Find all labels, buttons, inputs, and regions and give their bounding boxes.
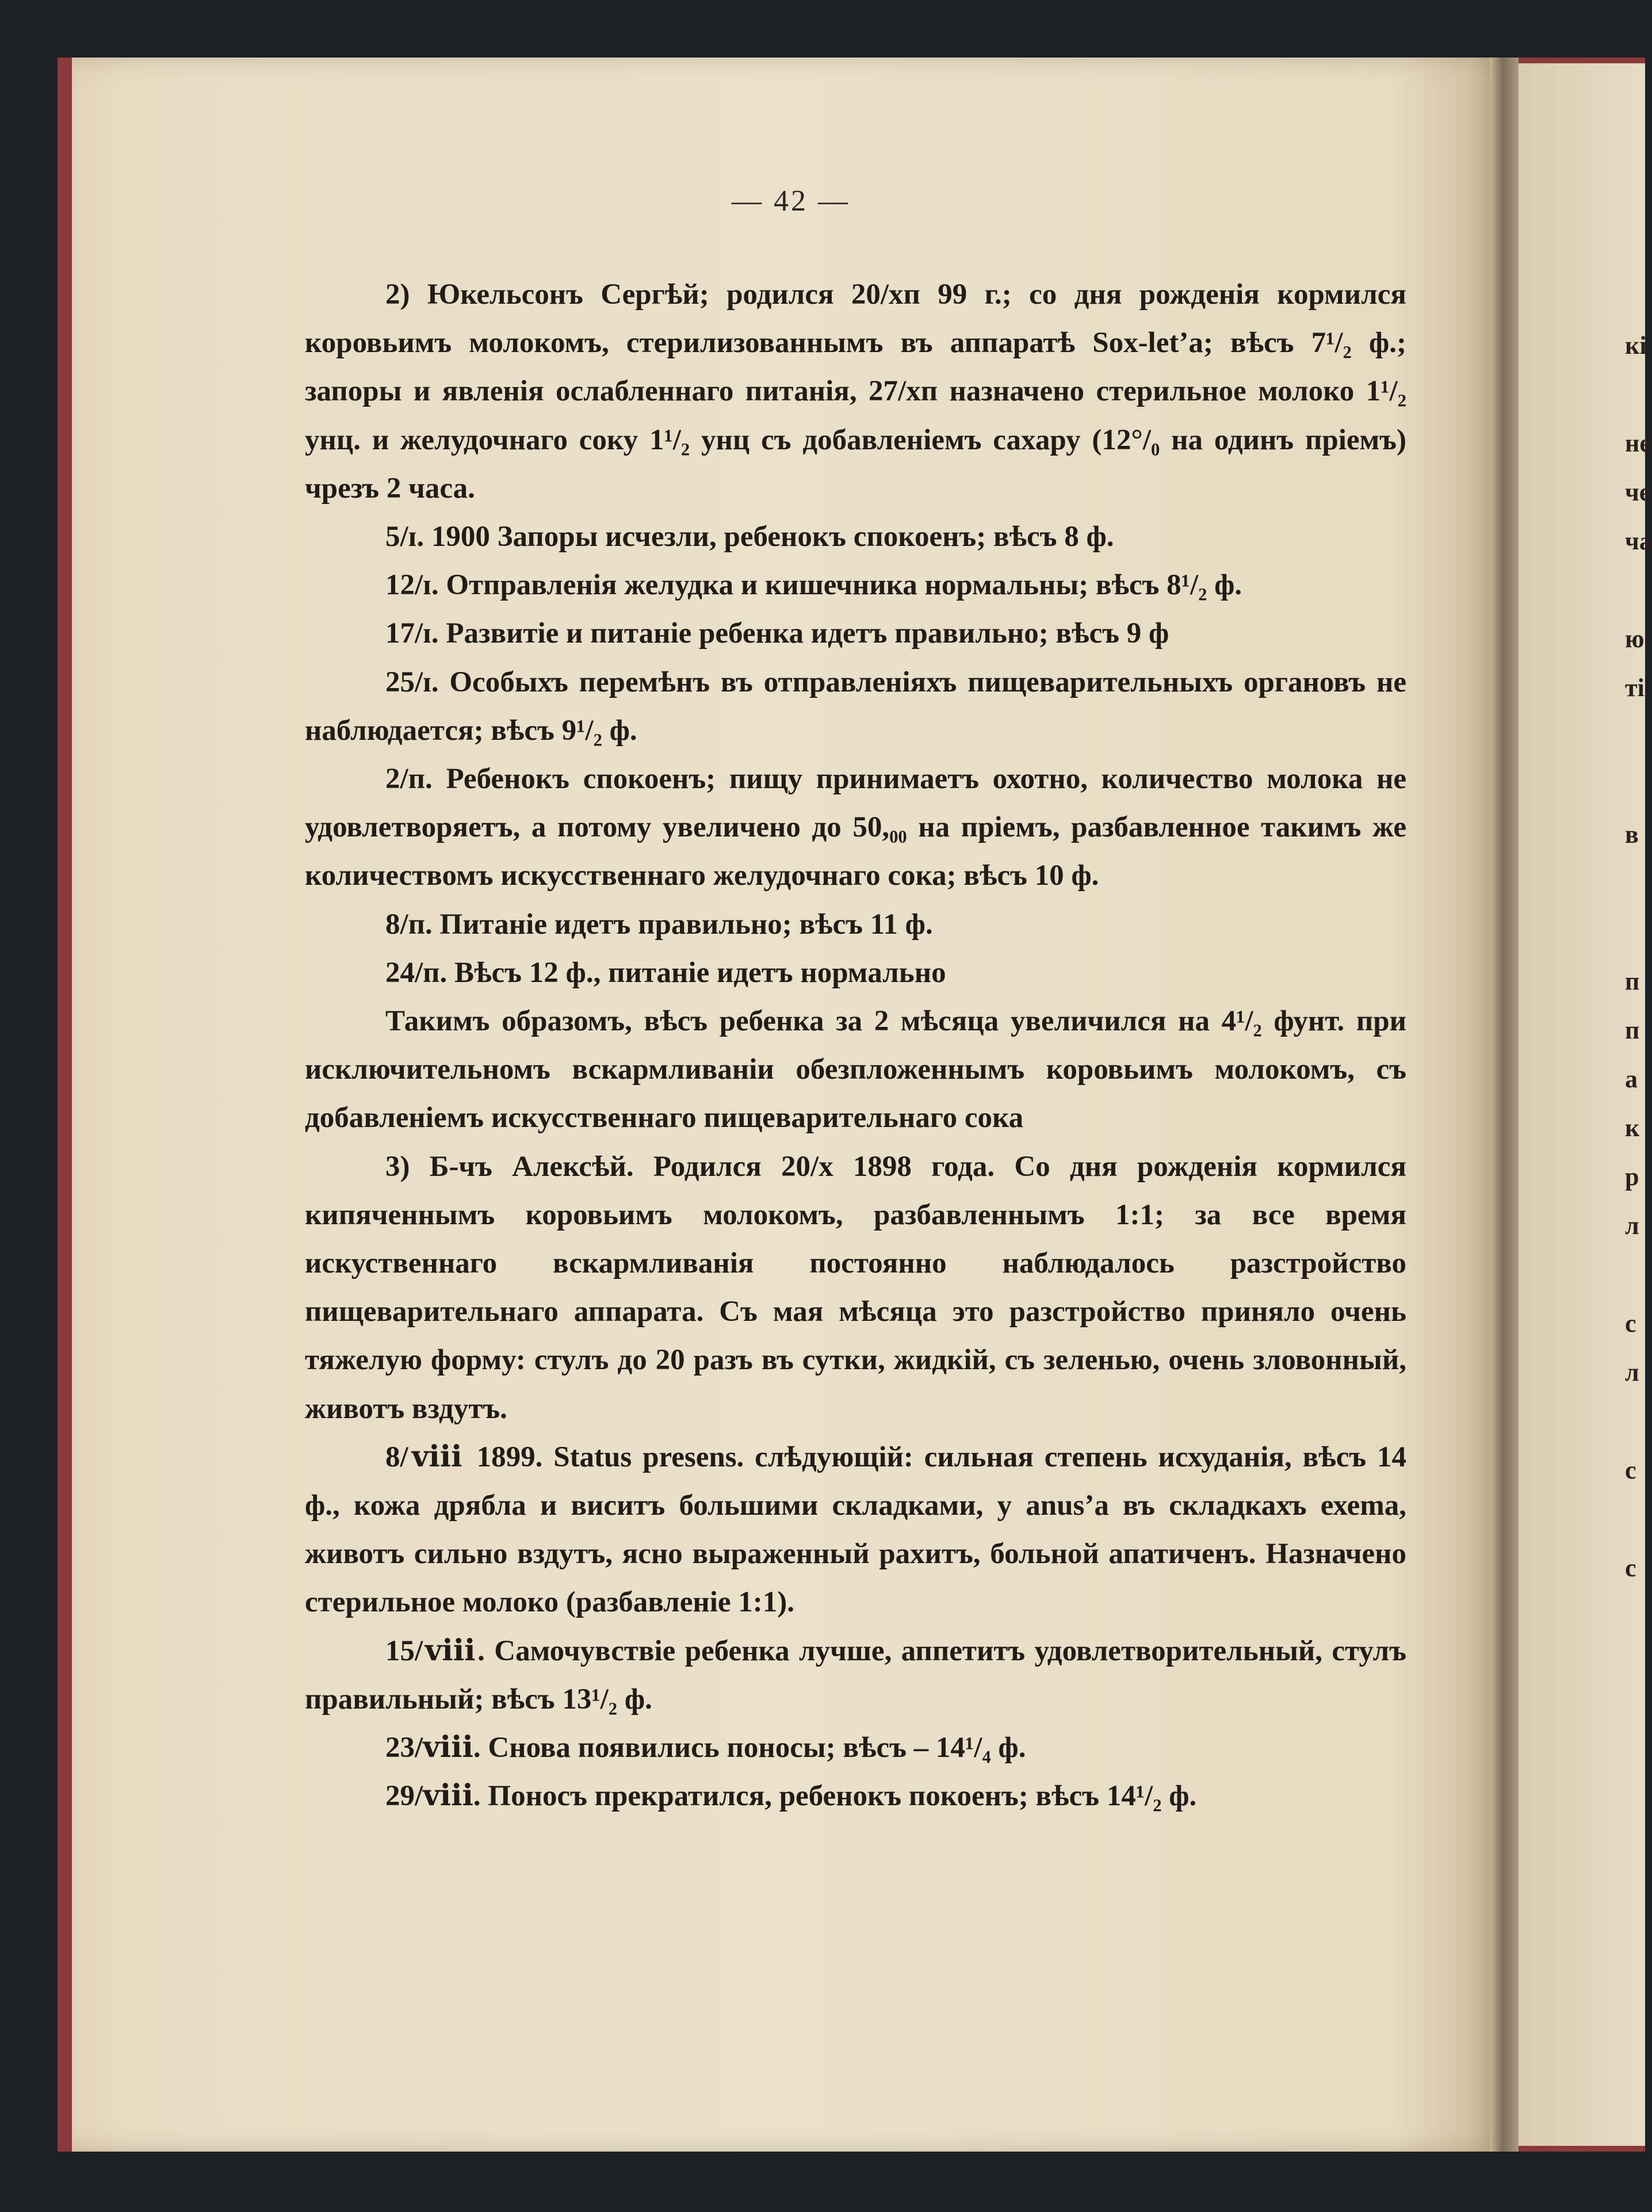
paragraph: 8/ⅷ 1899. Status presens. слѣдующій: сильная степень исхуданія, вѣсъ 14 ф., кожа дрябла и виситъ большими складками, у anus’a въ складкахъ ехеma, животъ сильно вздутъ, ясно выраженный рахитъ, больной апатиченъ. Назначено стерильное молоко (разбавленіе 1:1).: [305, 1441, 1406, 1619]
facing-letter: в: [1625, 820, 1639, 849]
paragraph: 23/ⅷ. Снова появились поносы; вѣсъ – 14¹/₄ ф.: [385, 1732, 1026, 1764]
page-body: [305, 270, 1406, 1821]
paragraph: 24/п. Вѣсъ 12 ф., питаніе идетъ нормально: [385, 956, 946, 989]
paragraph: 29/ⅷ. Поносъ прекратился, ребенокъ покоенъ; вѣсъ 14¹/₂ ф.: [385, 1780, 1197, 1813]
facing-letter: че: [1625, 478, 1651, 506]
paragraph: 2) Юкельсонъ Сергѣй; родился 20/хп 99 г.; со дня рожденія кормился коровьимъ молокомъ, стерилизованнымъ въ аппаратѣ Sox-let’a; вѣсъ 7¹/₂ ф.; запоры и явленія ослабленнаго питанія, 27/хп назначено стерильное молоко 1¹/₂ унц. и желудочнаго соку 1¹/₂ унц съ добавленіемъ сахару (12°/₀ на одинъ пріемъ) чрезъ 2 часа.: [305, 278, 1406, 505]
paragraph: 3) Б-чъ Алексѣй. Родился 20/х 1898 года. Со дня рожденія кормился кипяченнымъ коровьимъ молокомъ, разбавленнымъ 1:1; за все время искуственнаго вскармливанія постоянно наблюдалось разстройство пищеварительнаго аппарата. Съ мая мѣсяца это разстройство приняло очень тяжелую форму: стулъ до 20 разъ въ сутки, жидкій, съ зеленью, очень зловонный, животъ вздутъ.: [305, 1150, 1406, 1425]
facing-page-letters: [1625, 0, 1652, 2212]
paragraph: 2/п. Ребенокъ спокоенъ; пищу принимаетъ охотно, количество молока не удовлетворяетъ, а потому увеличено до 50,₀₀ на пріемъ, разбавленное такимъ же количествомъ искусственнаго желудочнаго сока; вѣсъ 10 ф.: [305, 763, 1406, 892]
facing-letter: п: [1625, 967, 1640, 995]
facing-letter: ю: [1625, 625, 1645, 653]
paragraph: 12/ɪ. Отправленія желудка и кишечника нормальны; вѣсъ 8¹/₂ ф.: [385, 569, 1242, 602]
facing-letter: с: [1625, 1309, 1636, 1338]
paragraph: 8/п. Питаніе идетъ правильно; вѣсъ 11 ф.: [385, 908, 933, 941]
page-number: — 42 —: [732, 185, 850, 217]
facing-letter: л: [1625, 1358, 1639, 1386]
facing-letter: кі: [1625, 331, 1647, 360]
paragraph: 17/ɪ. Развитіе и питаніе ребенка идетъ правильно; вѣсъ 9 ф: [385, 617, 1169, 650]
paragraph: Такимъ образомъ, вѣсъ ребенка за 2 мѣсяца увеличился на 4¹/₂ фунт. при исключительномъ вскармливаніи обезпложеннымъ коровьимъ молокомъ, съ добавленіемъ искусственнаго пищеварительнаго сока: [305, 1005, 1406, 1134]
facing-letter: п: [1625, 1016, 1640, 1044]
paragraph: 5/ɪ. 1900 Запоры исчезли, ребенокъ спокоенъ; вѣсъ 8 ф.: [385, 521, 1114, 553]
paragraph: 15/ⅷ. Самочувствіе ребенка лучше, аппетитъ удовлетворительный, стулъ правильный; вѣсъ 13¹/₂ ф.: [305, 1634, 1406, 1716]
facing-letter: с: [1625, 1456, 1636, 1484]
paragraph: 25/ɪ. Особыхъ перемѣнъ въ отправленіяхъ пищеварительныхъ органовъ не наблюдается; вѣсъ 9¹/₂ ф.: [305, 666, 1406, 747]
facing-letter: не: [1625, 429, 1651, 457]
facing-letter: р: [1625, 1163, 1639, 1191]
facing-letter: к: [1625, 1114, 1640, 1142]
book-gutter: [1490, 58, 1519, 2152]
facing-letter: а: [1625, 1065, 1638, 1093]
facing-letter: ті: [1625, 674, 1645, 702]
facing-letter: л: [1625, 1212, 1639, 1240]
facing-letter: с: [1625, 1554, 1636, 1582]
facing-letter: ча: [1625, 527, 1652, 555]
